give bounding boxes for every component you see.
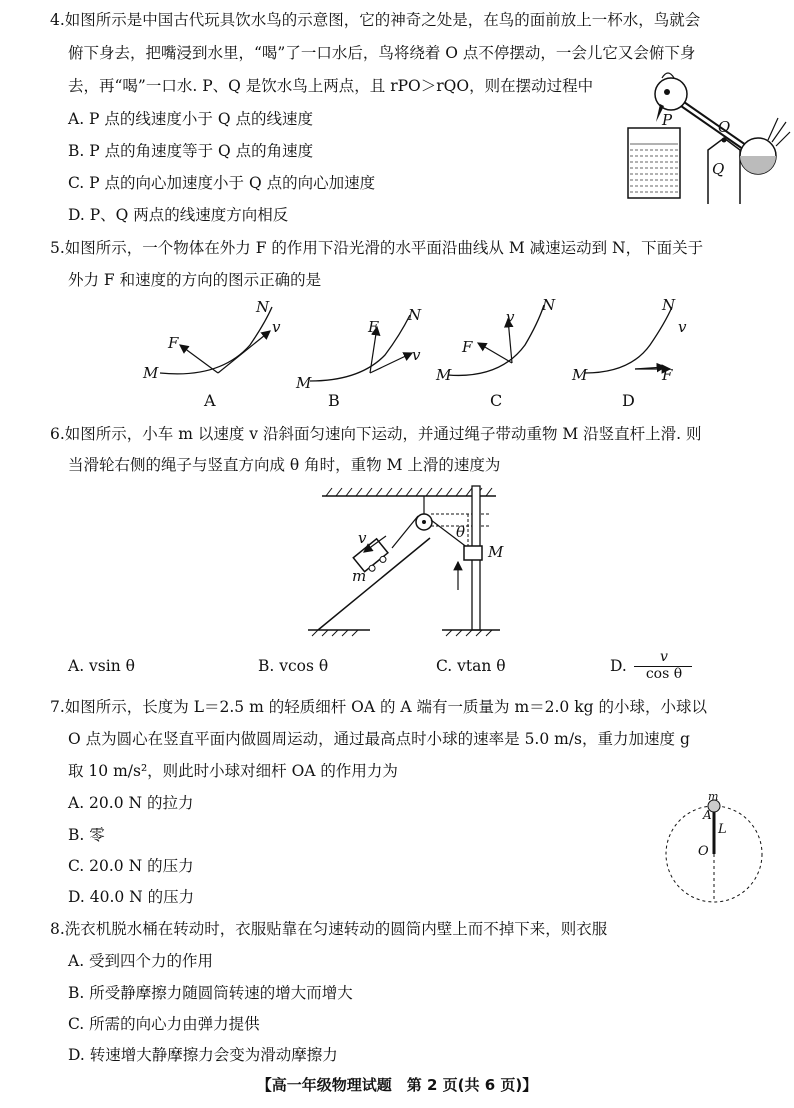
q6-label-m: m xyxy=(352,567,367,585)
q5c-caption: C xyxy=(490,391,503,410)
q5b-label-n: N xyxy=(408,306,422,324)
q5d-label-n: N xyxy=(662,296,676,314)
q4-option-d: D. P、Q 两点的线速度方向相反 xyxy=(68,206,289,224)
q5c-label-m: M xyxy=(436,366,452,384)
q4-stem-line-2: 俯下身去，把嘴浸到水里，“喝”了一口水后，鸟将绕着 O 点不停摆动，一会儿它又会俯下身 xyxy=(68,44,696,62)
q7-option-c: C. 20.0 N 的压力 xyxy=(68,857,194,875)
q4-stem-line-3: 去，再“喝”一口水. P、Q 是饮水鸟上两点，且 rPO＞rQO，则在摆动过程中 xyxy=(68,77,594,95)
q8-option-a: A. 受到四个力的作用 xyxy=(68,952,214,970)
q5a-label-n: N xyxy=(256,298,270,316)
q6-option-a: A. vsin θ xyxy=(68,657,135,675)
q5a-label-f: F xyxy=(168,334,179,352)
q7-option-a: A. 20.0 N 的拉力 xyxy=(68,794,194,812)
q7-label-m: m xyxy=(708,790,719,803)
q5c-label-f: F xyxy=(462,338,473,356)
q6-stem-line-1: 6.如图所示，小车 m 以速度 v 沿斜面匀速向下运动，并通过绳子带动重物 M 沿竖直杆上滑. 则 xyxy=(50,425,702,443)
q5a-caption: A xyxy=(204,391,216,410)
page-footer: 【高一年级物理试题 第 2 页(共 6 页)】 xyxy=(256,1076,538,1094)
q5b-label-m: M xyxy=(296,374,312,392)
q5d-label-v: v xyxy=(678,318,687,336)
q5b-caption: B xyxy=(328,391,340,410)
q4-option-c: C. P 点的向心加速度小于 Q 点的向心加速度 xyxy=(68,174,376,192)
q7-stem-line-3: 取 10 m/s²，则此时小球对细杆 OA 的作用力为 xyxy=(68,762,398,780)
q7-option-b: B. 零 xyxy=(68,826,105,844)
q7-stem-line-2: O 点为圆心在竖直平面内做圆周运动，通过最高点时小球的速率是 5.0 m/s，重力加速度 g xyxy=(68,730,690,748)
q4-option-a: A. P 点的线速度小于 Q 点的线速度 xyxy=(68,110,313,128)
q5d-label-m: M xyxy=(572,366,588,384)
q5b-label-f: F xyxy=(368,318,379,336)
q6-option-d: D. xyxy=(610,657,627,675)
q6-pulley-figure xyxy=(300,482,520,638)
q4-label-o: O xyxy=(718,118,731,136)
q7-stem-line-1: 7.如图所示，长度为 L＝2.5 m 的轻质细杆 OA 的 A 端有一质量为 m＝2.0 kg 的小球，小球以 xyxy=(50,698,707,716)
q5-stem-line-2: 外力 F 和速度的方向的图示正确的是 xyxy=(68,271,322,289)
q5a-label-v: v xyxy=(272,318,281,336)
q8-option-b: B. 所受静摩擦力随圆筒转速的增大而增大 xyxy=(68,984,353,1002)
q7-circle-figure xyxy=(662,794,766,908)
q5d-caption: D xyxy=(622,391,635,410)
q4-label-q: Q xyxy=(712,160,725,178)
drinking-bird-figure xyxy=(618,70,794,205)
q8-option-c: C. 所需的向心力由弹力提供 xyxy=(68,1015,260,1033)
q7-label-l: L xyxy=(718,822,727,837)
q7-label-o: O xyxy=(698,844,709,859)
q6-option-c: C. vtan θ xyxy=(436,657,506,675)
q5b-label-v: v xyxy=(412,346,421,364)
q8-stem-line-1: 8.洗衣机脱水桶在转动时，衣服贴靠在匀速转动的圆筒内壁上而不掉下来，则衣服 xyxy=(50,920,608,938)
q4-label-p: P xyxy=(662,111,673,129)
q6-option-d-denominator: cos θ xyxy=(645,666,683,682)
q6-option-b: B. vcos θ xyxy=(258,657,329,675)
q7-option-d: D. 40.0 N 的压力 xyxy=(68,888,195,906)
q5a-label-m: M xyxy=(143,364,159,382)
q6-option-d-numerator: v xyxy=(660,649,668,665)
q4-stem-line-1: 4.如图所示是中国古代玩具饮水鸟的示意图，它的神奇之处是，在鸟的面前放上一杯水，鸟就会 xyxy=(50,11,701,29)
q6-stem-line-2: 当滑轮右侧的绳子与竖直方向成 θ 角时，重物 M 上滑的速度为 xyxy=(68,456,501,474)
q7-label-a: A xyxy=(703,808,712,822)
q8-option-d: D. 转速增大静摩擦力会变为滑动摩擦力 xyxy=(68,1046,338,1064)
q4-option-b: B. P 点的角速度等于 Q 点的角速度 xyxy=(68,142,314,160)
q5-stem-line-1: 5.如图所示，一个物体在外力 F 的作用下沿光滑的水平面沿曲线从 M 减速运动到 N，下面关于 xyxy=(50,239,704,257)
q6-label-big-m: M xyxy=(488,543,504,561)
q5c-label-n: N xyxy=(542,296,556,314)
q6-label-theta: θ xyxy=(456,523,466,541)
q5d-label-f: F xyxy=(662,366,673,384)
q6-label-v: v xyxy=(358,529,367,547)
q5c-label-v: v xyxy=(506,308,515,326)
